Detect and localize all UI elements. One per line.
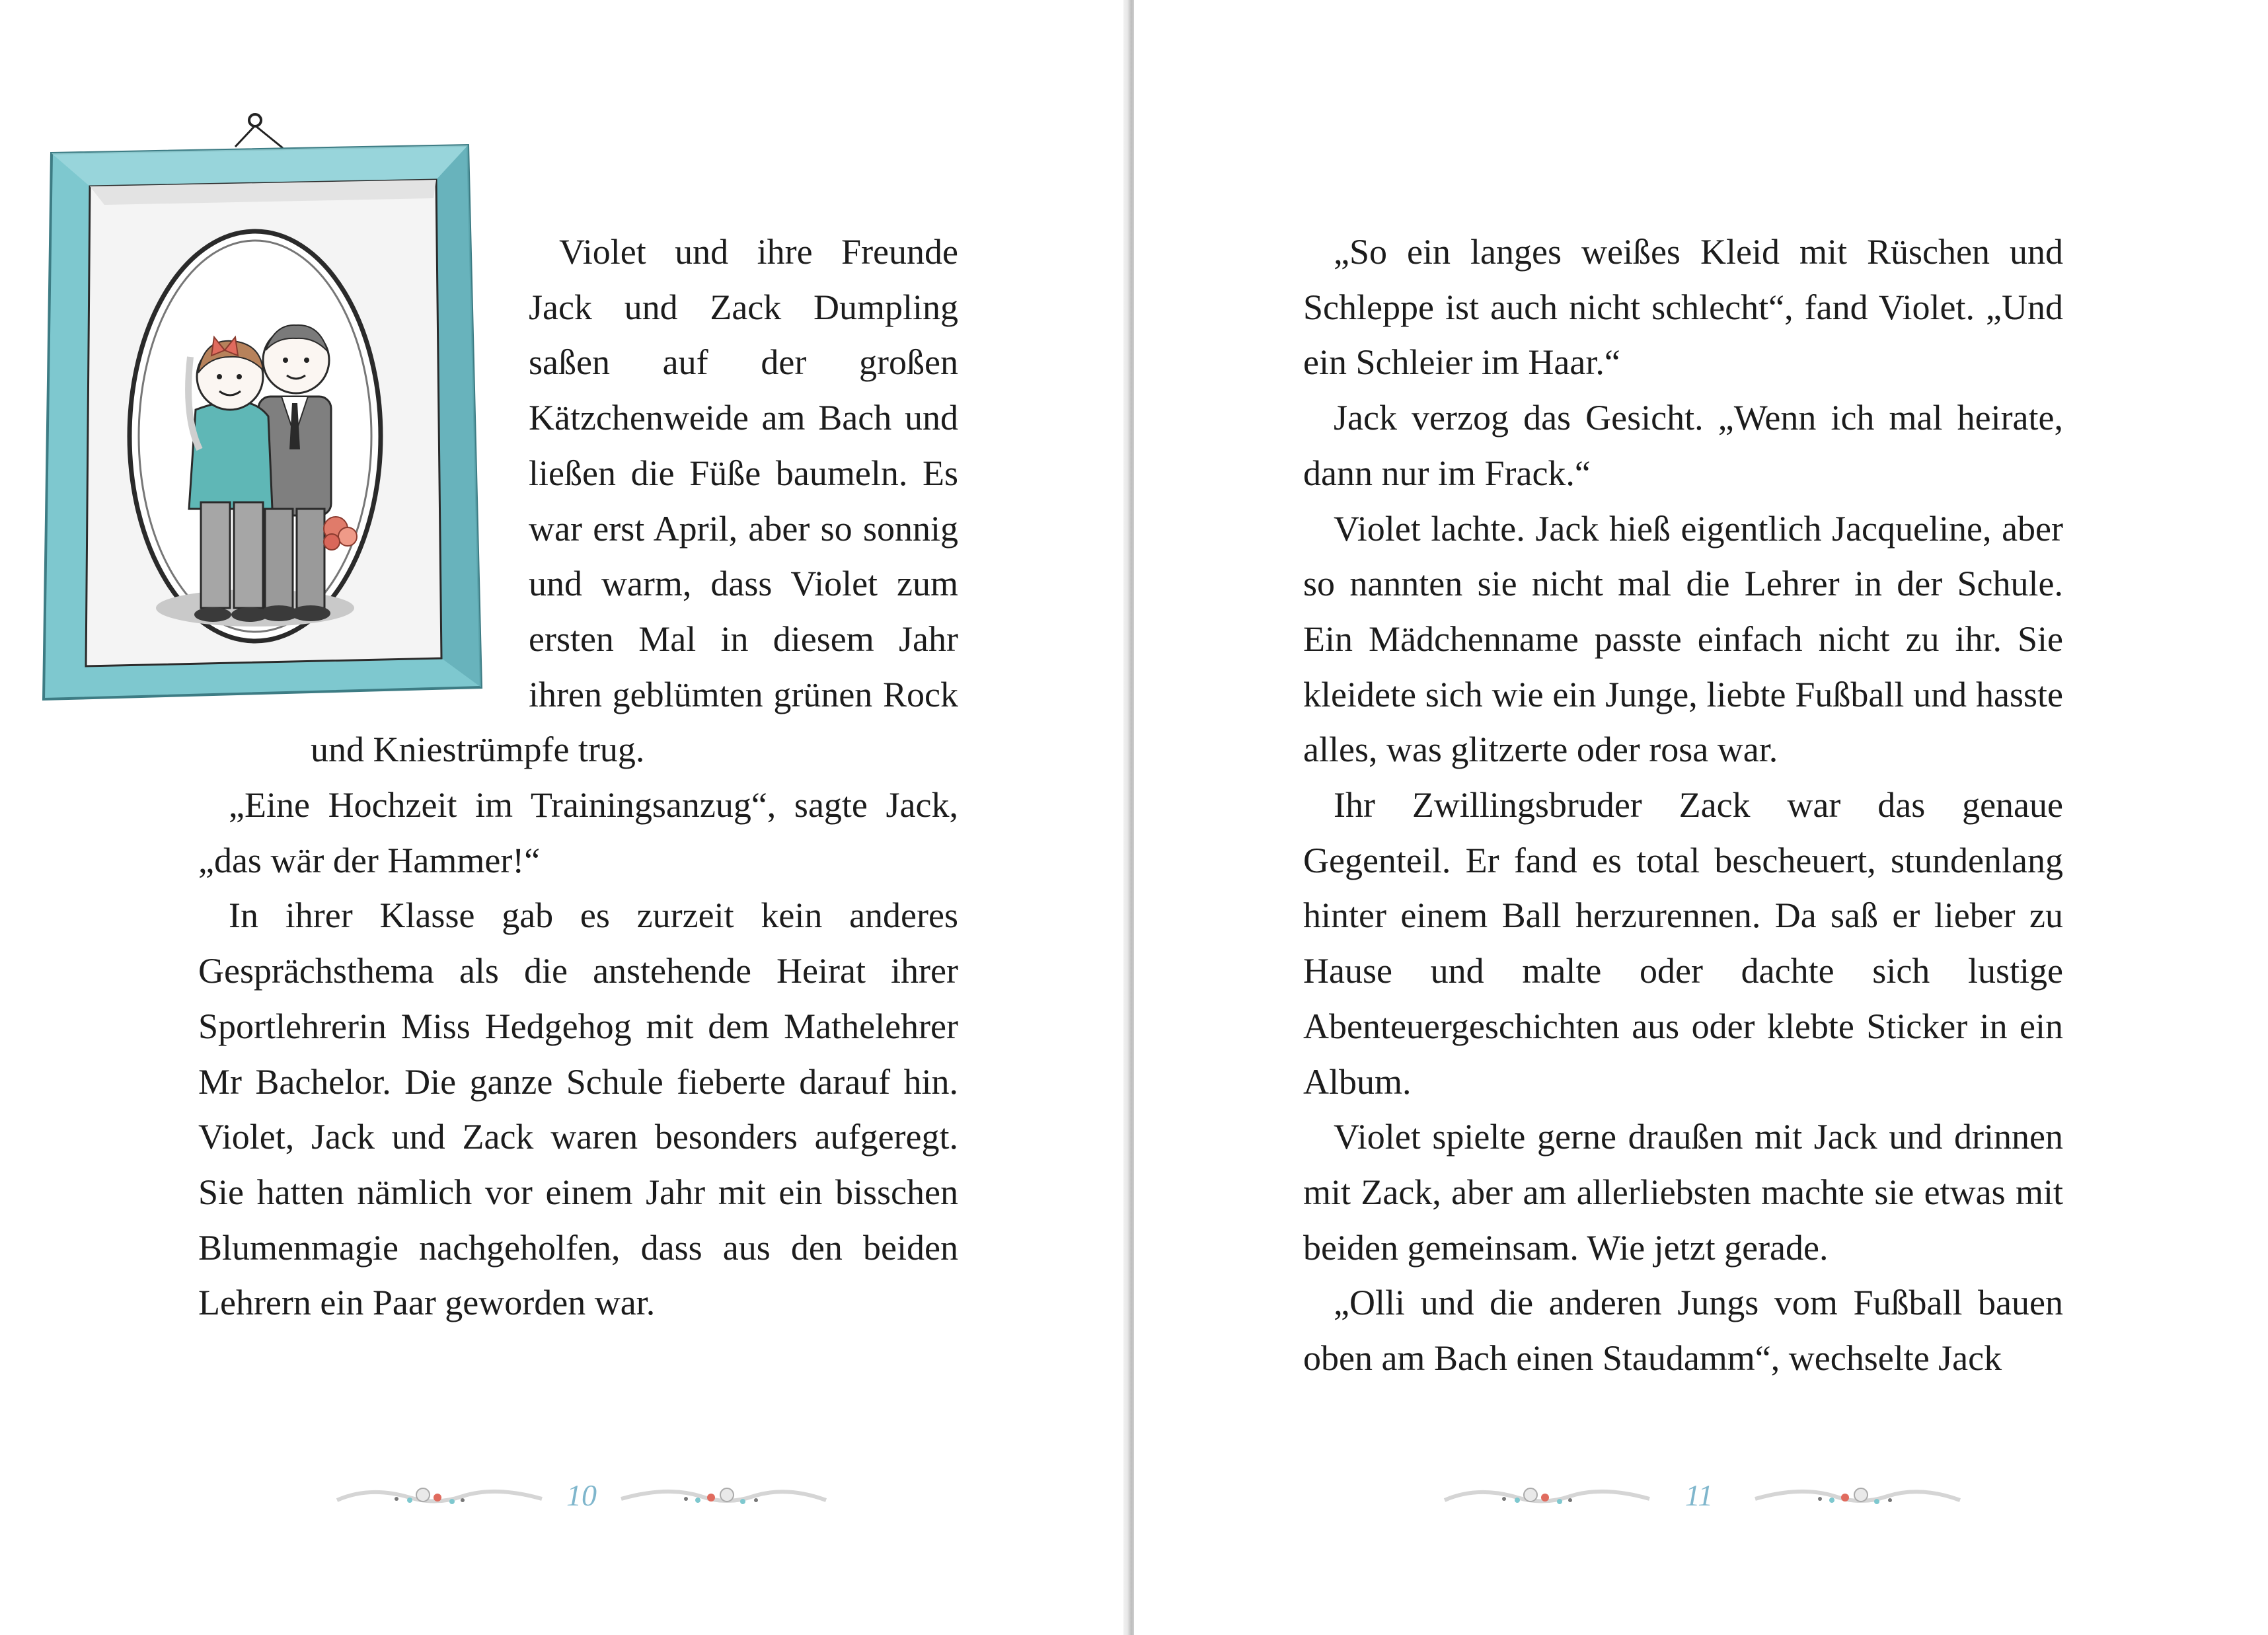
page-footer xyxy=(1438,1474,1967,1520)
right-page-text xyxy=(1303,225,2063,1387)
floral-ornament-icon xyxy=(1438,1480,1656,1513)
paragraph: „Eine Hochzeit im Trainingsanzug“, sagte Jack, „das wär der Hammer!“ xyxy=(198,785,958,880)
paragraph: In ihrer Klasse gab es zurzeit kein anderes Gesprächsthema als die anstehende Heirat ihrer Sportlehrerin Miss Hedgehog mit dem Mathelehrer Mr Bachelor. Die ganze Schule fieberte darauf hin. Violet, Jack und Zack waren besonders aufgeregt. Sie hatten nämlich vor einem Jahr mit ein bisschen Blumenmagie nachgeholfen, dass aus den beiden Lehrern ein Paar geworden war. xyxy=(198,895,958,1323)
floral-ornament-icon xyxy=(330,1480,548,1513)
left-page xyxy=(0,0,1123,1635)
paragraph: Violet lachte. Jack hieß eigentlich Jacqueline, aber so nannten sie nicht mal die Lehrer in der Schule. Ein Mädchenname passte einfach nicht zu ihr. Sie kleidete sich wie ein Junge, liebte Fußball und hasste alles, was glitzerte oder rosa war. xyxy=(1303,508,2063,770)
paragraph: Violet und ihre Freunde Jack und Zack Dumpling saßen auf der großen Kätzchenweide am Bach und ließen die Füße baumeln. Es war erst April, aber so sonnig und warm, dass Violet zum ersten Mal in diesem Jahr ihren geblümten grünen Rock und Kniestrümpfe trug. xyxy=(311,232,958,770)
page-number: 11 xyxy=(1684,1478,1714,1512)
right-page xyxy=(1134,0,2268,1635)
page-number: 10 xyxy=(566,1478,597,1512)
floral-ornament-icon xyxy=(615,1480,833,1513)
page-footer xyxy=(330,1474,833,1520)
paragraph: „Olli und die anderen Jungs vom Fußball bauen oben am Bach einen Staudamm“, wechselte Jack xyxy=(1303,1283,2063,1379)
illustration-float xyxy=(198,225,529,773)
floral-ornament-icon xyxy=(1749,1480,1967,1513)
left-page-text xyxy=(198,225,958,1331)
paragraph: Violet spielte gerne draußen mit Jack und drinnen mit Zack, aber am allerliebsten machte sie etwas mit beiden gemeinsam. Wie jetzt gerade. xyxy=(1303,1117,2063,1268)
paragraph: Ihr Zwillingsbruder Zack war das genaue Gegenteil. Er fand es total bescheuert, stundenlang hinter einem Ball herzurennen. Da saß er lieber zu Hause und malte oder dachte sich lustige Abenteuergeschichten aus oder klebte Sticker in ein Album. xyxy=(1303,785,2063,1102)
paragraph: „So ein langes weißes Kleid mit Rüschen und Schleppe ist auch nicht schlecht“, fand Violet. „Und ein Schleier im Haar.“ xyxy=(1303,232,2063,383)
paragraph: Jack verzog das Gesicht. „Wenn ich mal heirate, dann nur im Frack.“ xyxy=(1303,398,2063,493)
